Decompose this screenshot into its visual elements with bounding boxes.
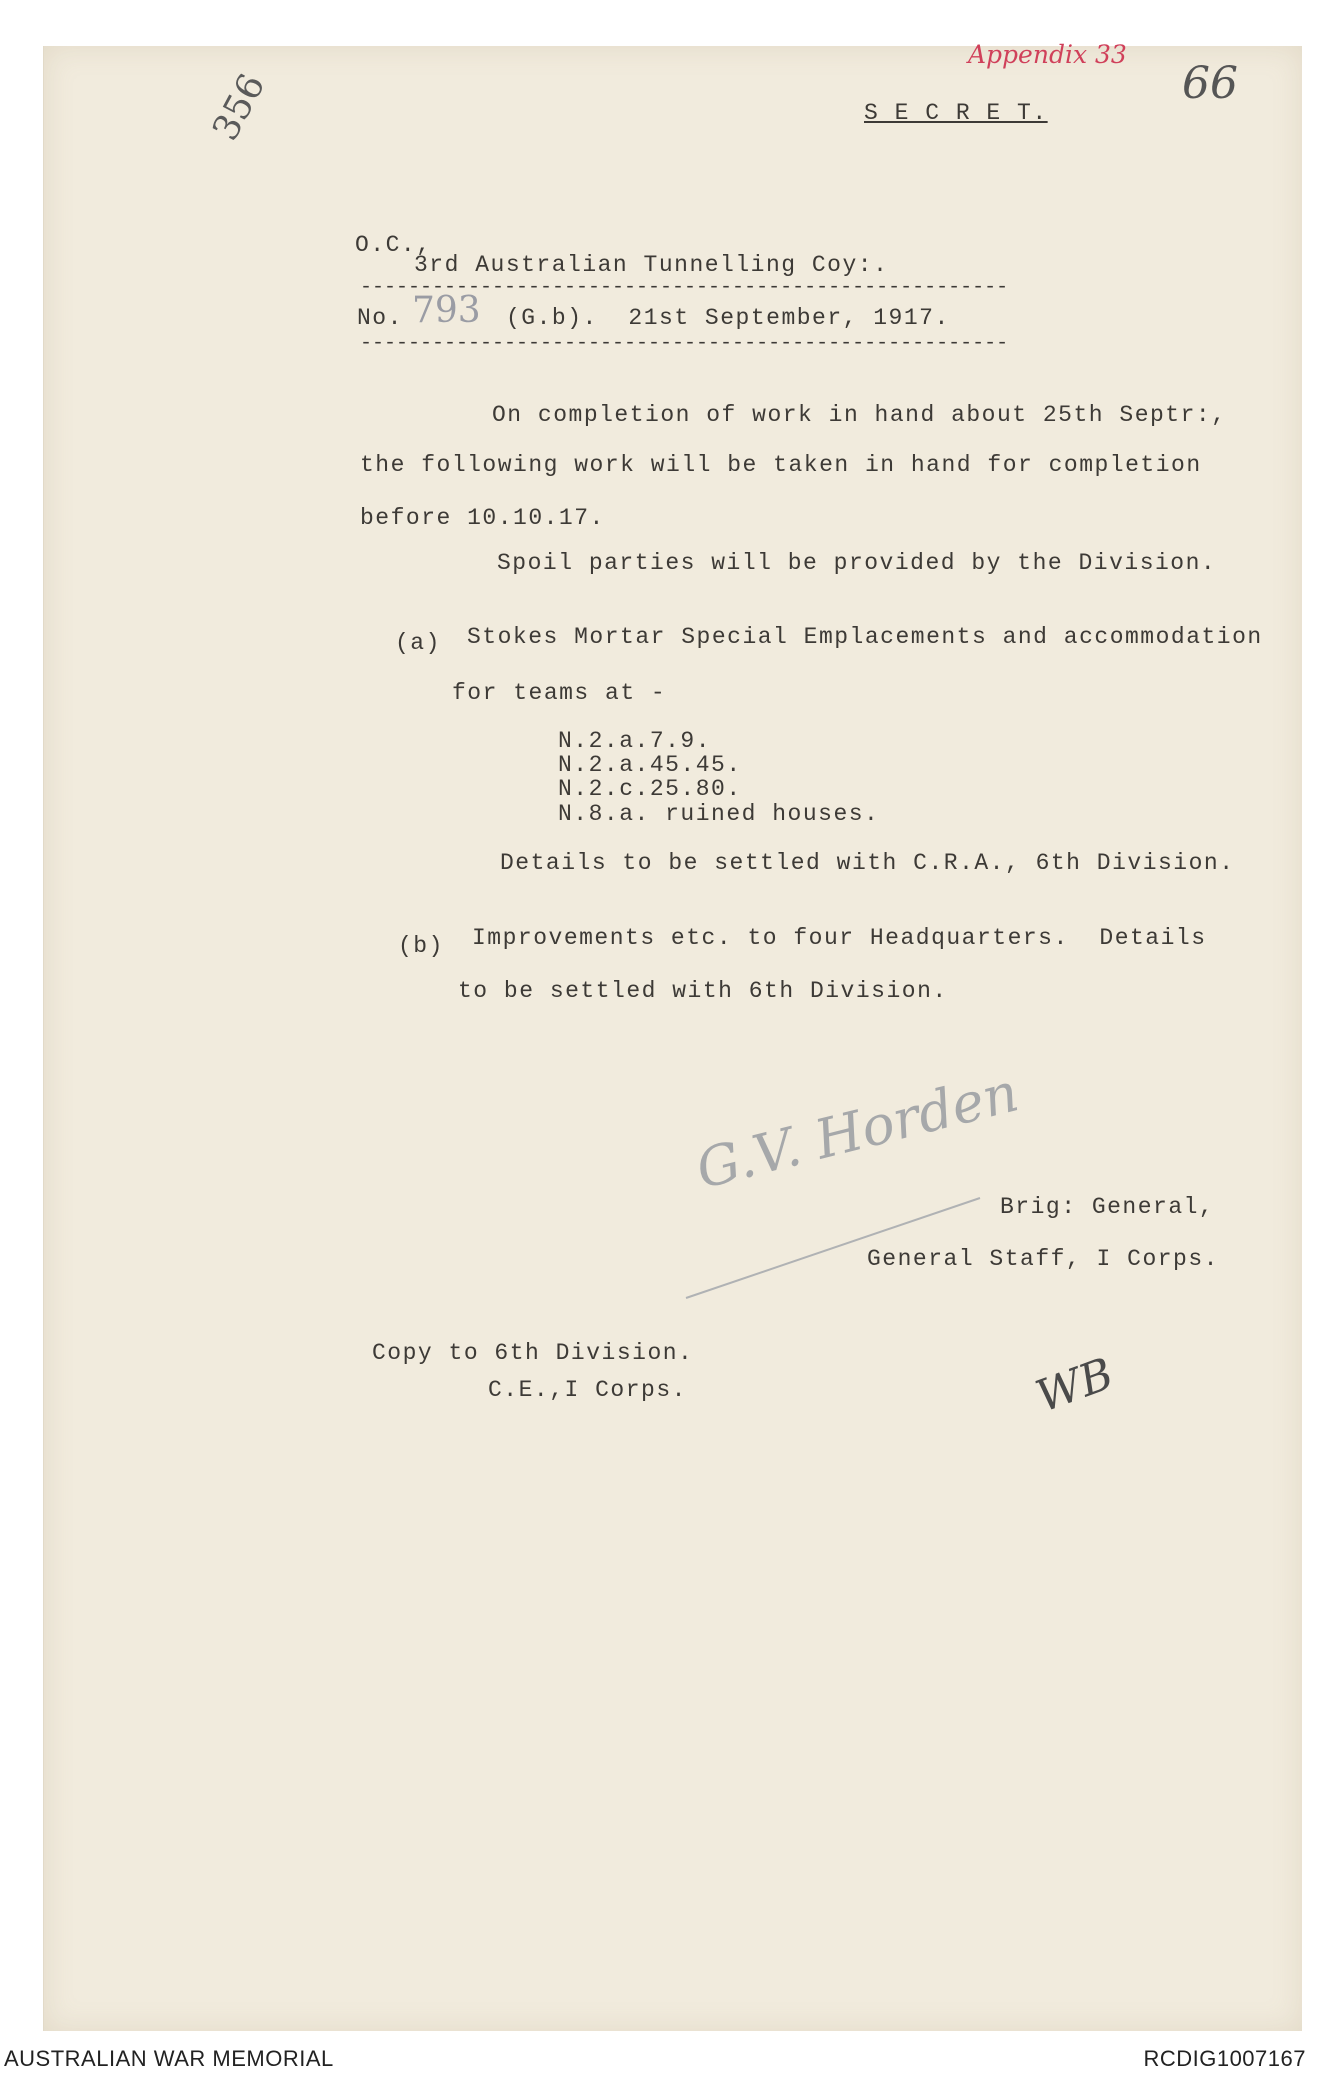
item-a-marker: (a): [395, 630, 441, 656]
signatory-role: General Staff, I Corps.: [867, 1246, 1219, 1272]
copy-to-line2: C.E.,I Corps.: [488, 1377, 687, 1403]
rule-bottom: ------------------------------------------------------: [360, 332, 1009, 355]
para1-line2: the following work will be taken in hand for completion: [360, 452, 1202, 478]
folio-number: 66: [1182, 58, 1238, 109]
signature-handwritten: G.V. Horden: [690, 1060, 1025, 1202]
item-a-details: Details to be settled with C.R.A., 6th Division.: [500, 850, 1235, 876]
secret-heading: S E C R E T.: [864, 100, 1048, 126]
item-b-marker: (b): [398, 933, 444, 959]
ref-prefix: No.: [357, 305, 403, 331]
item-a-line1: Stokes Mortar Special Emplacements and accommodation: [467, 624, 1263, 650]
item-b-line2: to be settled with 6th Division.: [458, 978, 948, 1004]
appendix-mark: Appendix 33: [968, 40, 1127, 69]
addressee-line-2: 3rd Australian Tunnelling Coy:.: [414, 252, 889, 278]
footer-record-id: RCDIG1007167: [1143, 2046, 1306, 2071]
location-1: N.2.a.7.9.: [558, 728, 712, 754]
pencil-number: 356: [205, 67, 274, 148]
para2: Spoil parties will be provided by the Division.: [497, 550, 1217, 576]
location-4: N.8.a. ruined houses.: [558, 801, 880, 827]
addressee-line-1: O.C.,: [355, 232, 432, 258]
initials-handwritten: WB: [1029, 1348, 1120, 1423]
ref-date: (G.b). 21st September, 1917.: [506, 305, 950, 331]
rule-top: ------------------------------------------------------: [360, 276, 1009, 299]
location-2: N.2.a.45.45.: [558, 752, 742, 778]
item-a-line2: for teams at -: [452, 680, 667, 706]
para1-line3: before 10.10.17.: [360, 505, 605, 531]
signatory-rank: Brig: General,: [1000, 1194, 1215, 1220]
para1-line1: On completion of work in hand about 25th Septr:,: [492, 402, 1227, 428]
location-3: N.2.c.25.80.: [558, 776, 742, 802]
copy-to-line1: Copy to 6th Division.: [372, 1340, 694, 1366]
footer-source: AUSTRALIAN WAR MEMORIAL: [4, 2046, 334, 2071]
ref-number-handwritten: 793: [412, 290, 481, 331]
item-b-line1: Improvements etc. to four Headquarters. Details: [472, 925, 1207, 951]
